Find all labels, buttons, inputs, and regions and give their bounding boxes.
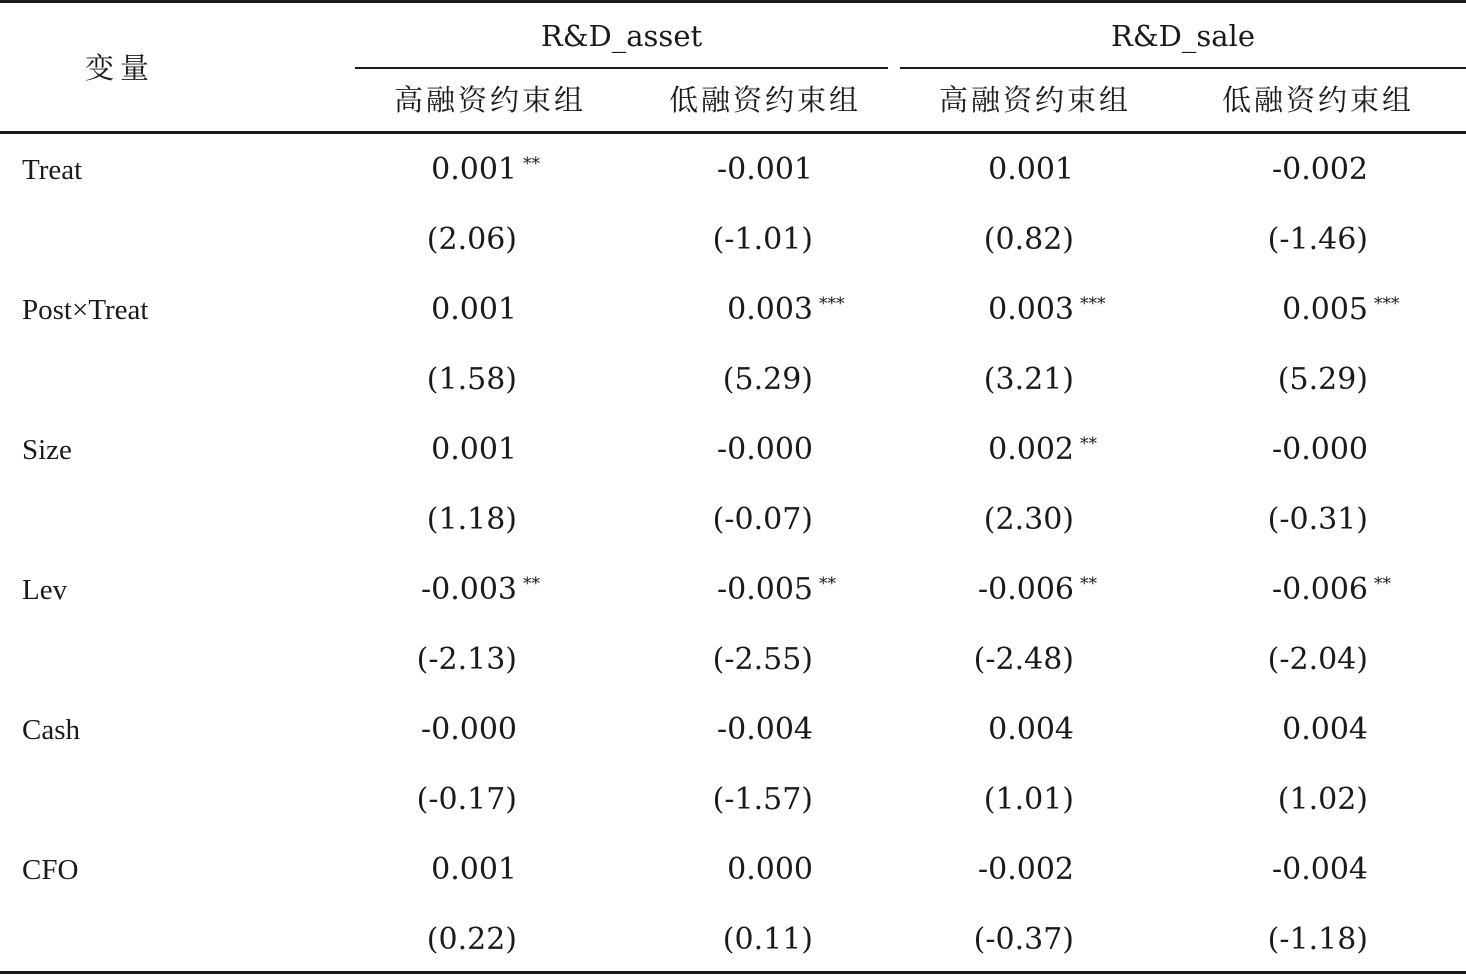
t-stat-cell-rd-asset-high: (-2.13): [416, 642, 517, 677]
group-rule-rd-sale: [900, 67, 1466, 69]
coef-value: -0.004: [716, 712, 813, 747]
significance-stars: **: [1080, 434, 1097, 454]
t-stat-cell-rd-sale-high: (-2.48): [973, 642, 1074, 677]
coef-value: -0.002: [977, 852, 1074, 887]
t-stat-cell-rd-sale-low: (-1.46): [1267, 222, 1368, 257]
bottom-rule: [0, 971, 1466, 974]
variable-header: 变量: [84, 51, 155, 85]
coef-cell-rd-sale-high: [874, 292, 1106, 328]
t-stat-cell-rd-sale-high: (1.01): [983, 782, 1074, 817]
coef-cell-rd-asset-high: [317, 432, 517, 468]
significance-stars: **: [523, 154, 540, 174]
coef-cell-rd-sale-low: [1168, 572, 1391, 608]
t-stat-cell-rd-sale-low: (-1.18): [1267, 922, 1368, 957]
coef-cell-rd-asset-high: [317, 572, 540, 608]
coef-cell-rd-sale-low: [1168, 152, 1368, 188]
t-stat-cell-rd-asset-low: (-2.55): [712, 642, 813, 677]
t-stat-cell-rd-asset-high: (0.22): [426, 922, 517, 957]
subheader-high-constraint-sale: 高融资约束组: [938, 83, 1131, 117]
t-stat-cell-rd-sale-low: (1.02): [1277, 782, 1368, 817]
coef-value: 0.003 ***: [727, 292, 813, 327]
coef-cell-rd-sale-high: [874, 572, 1097, 608]
coef-value: 0.001 **: [431, 152, 517, 187]
coef-cell-rd-asset-low: [613, 432, 813, 468]
coef-value: 0.001: [431, 432, 517, 467]
significance-stars: ***: [819, 294, 845, 314]
coef-value: -0.000: [420, 712, 517, 747]
t-stat-cell-rd-asset-high: (1.18): [426, 502, 517, 537]
coef-value: 0.002 **: [988, 432, 1074, 467]
variable-label: Cash: [22, 714, 80, 746]
coef-cell-rd-sale-high: [874, 712, 1074, 748]
t-stat-cell-rd-sale-low: (-2.04): [1267, 642, 1368, 677]
coef-cell-rd-sale-high: [874, 852, 1074, 888]
coef-value: -0.006 **: [978, 572, 1074, 607]
t-stat-cell-rd-asset-low: (0.11): [722, 922, 813, 957]
coef-cell-rd-asset-low: [613, 292, 845, 328]
group-rule-rd-asset: [355, 67, 888, 69]
significance-stars: **: [523, 574, 540, 594]
variable-label: Lev: [22, 574, 68, 606]
variable-label: CFO: [22, 854, 79, 886]
coef-cell-rd-sale-low: [1168, 712, 1368, 748]
t-stat-cell-rd-asset-high: (-0.17): [416, 782, 517, 817]
coef-cell-rd-sale-high: [874, 432, 1097, 468]
coef-value: 0.000: [727, 852, 813, 887]
coef-value: 0.001: [431, 852, 517, 887]
t-stat-cell-rd-asset-low: (-1.57): [712, 782, 813, 817]
coef-cell-rd-asset-high: [317, 292, 517, 328]
coef-value: -0.000: [1271, 432, 1368, 467]
coef-value: -0.002: [1271, 152, 1368, 187]
coef-value: 0.005 ***: [1282, 292, 1368, 327]
coef-value: 0.001: [988, 152, 1074, 187]
coef-cell-rd-asset-high: [317, 712, 517, 748]
coef-cell-rd-sale-low: [1168, 432, 1368, 468]
significance-stars: **: [819, 574, 836, 594]
group-header-rd-asset: R&D_asset: [540, 19, 703, 53]
variable-label: Size: [22, 434, 72, 466]
variable-label: Post×Treat: [22, 294, 149, 326]
t-stat-cell-rd-asset-high: (2.06): [426, 222, 517, 257]
group-header-rd-sale: R&D_sale: [1110, 19, 1255, 53]
t-stat-cell-rd-asset-low: (5.29): [722, 362, 813, 397]
coef-cell-rd-sale-low: [1168, 292, 1400, 328]
coef-value: -0.004: [1271, 852, 1368, 887]
significance-stars: ***: [1080, 294, 1106, 314]
coef-cell-rd-sale-high: [874, 152, 1074, 188]
coef-value: -0.000: [716, 432, 813, 467]
coef-value: -0.003 **: [421, 572, 517, 607]
coef-value: 0.003 ***: [988, 292, 1074, 327]
variable-label: Treat: [22, 154, 83, 186]
significance-stars: ***: [1374, 294, 1400, 314]
t-stat-cell-rd-asset-low: (-0.07): [712, 502, 813, 537]
subheader-high-constraint-asset: 高融资约束组: [393, 83, 586, 117]
coef-cell-rd-asset-low: [613, 572, 836, 608]
coef-value: 0.004: [1282, 712, 1368, 747]
t-stat-cell-rd-sale-low: (5.29): [1277, 362, 1368, 397]
significance-stars: **: [1080, 574, 1097, 594]
t-stat-cell-rd-asset-low: (-1.01): [712, 222, 813, 257]
coef-value: -0.005 **: [717, 572, 813, 607]
coef-cell-rd-sale-low: [1168, 852, 1368, 888]
top-rule: [0, 0, 1466, 3]
coef-value: -0.006 **: [1272, 572, 1368, 607]
t-stat-cell-rd-sale-low: (-0.31): [1267, 502, 1368, 537]
coef-cell-rd-asset-high: [317, 852, 517, 888]
coef-cell-rd-asset-low: [613, 712, 813, 748]
t-stat-cell-rd-sale-high: (-0.37): [973, 922, 1074, 957]
coef-cell-rd-asset-low: [613, 152, 813, 188]
t-stat-cell-rd-sale-high: (3.21): [983, 362, 1074, 397]
coef-value: -0.001: [716, 152, 813, 187]
header-bottom-rule: [0, 131, 1466, 134]
coef-value: 0.004: [988, 712, 1074, 747]
t-stat-cell-rd-asset-high: (1.58): [426, 362, 517, 397]
t-stat-cell-rd-sale-high: (2.30): [983, 502, 1074, 537]
coef-cell-rd-asset-high: [317, 152, 540, 188]
coef-cell-rd-asset-low: [613, 852, 813, 888]
coef-value: 0.001: [431, 292, 517, 327]
subheader-low-constraint-sale: 低融资约束组: [1221, 83, 1414, 117]
t-stat-cell-rd-sale-high: (0.82): [983, 222, 1074, 257]
significance-stars: **: [1374, 574, 1391, 594]
subheader-low-constraint-asset: 低融资约束组: [668, 83, 861, 117]
